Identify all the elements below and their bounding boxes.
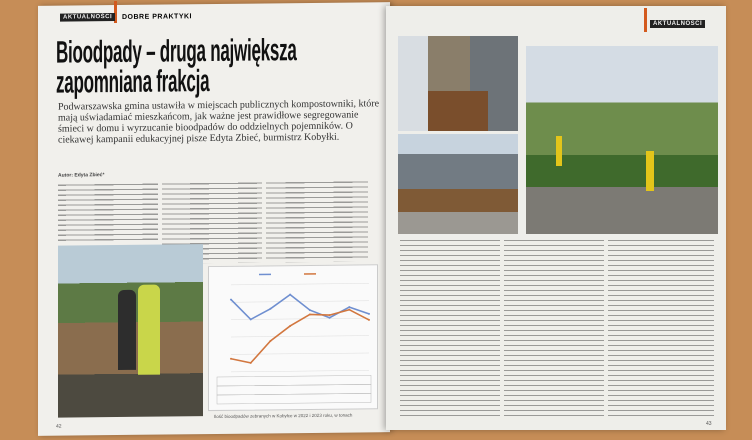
data-point: [269, 308, 271, 310]
body-column: [400, 238, 500, 418]
data-table-row: [217, 393, 371, 404]
gridline: [231, 336, 369, 337]
body-column: [266, 179, 368, 262]
body-column: [58, 182, 158, 243]
data-point: [269, 340, 271, 342]
photo-people-compost: [58, 244, 203, 418]
person: [118, 290, 136, 370]
photo-compost-bins: [526, 46, 718, 234]
article-title: Bioodpady – druga największa zapomniana frakcja: [56, 32, 297, 100]
gridline: [231, 353, 369, 354]
gridline: [231, 370, 369, 371]
left-page: [38, 2, 390, 436]
article-lead: Podwarszawska gmina ustawiła w miejscach publicznych kompostowniki, które mają uświadamiać mieszkańcom, jak ważne jest prawidłowe segregowanie śmieci w domu i wyrzucanie bioodpadów do oddzielnych pojemników. O ciekawej kampanii edukacyjnej pisze Edyta Zbieć, burmistrz Kobyłki.: [58, 98, 380, 146]
body-column: [504, 238, 604, 418]
page-number: 42: [56, 423, 62, 430]
bioodpady-line-chart: [209, 265, 377, 410]
page-number: 43: [706, 421, 712, 427]
category-label: DOBRE PRAKTYKI: [122, 13, 193, 21]
chart-caption: Ilość bioodpadów zebranych w Kobyłce w 2022 i 2023 roku, w tonach: [214, 412, 353, 419]
bollard: [556, 136, 562, 166]
gridline: [231, 283, 369, 284]
accent-bar: [644, 8, 647, 32]
right-page: [386, 6, 726, 430]
person: [138, 285, 160, 375]
data-point: [289, 325, 291, 327]
leaves: [428, 91, 488, 131]
section-tag: AKTUALNOŚCI: [60, 13, 115, 22]
photo-compost-fence: [398, 134, 518, 234]
photo-compost-street: [398, 36, 518, 131]
section-tag: AKTUALNOŚCI: [650, 20, 705, 28]
chart-panel: [208, 264, 378, 411]
body-column: [608, 238, 714, 416]
author: Autor: Edyta Zbieć*: [58, 172, 105, 179]
series-line-0: [231, 294, 369, 320]
bollard: [646, 151, 654, 191]
